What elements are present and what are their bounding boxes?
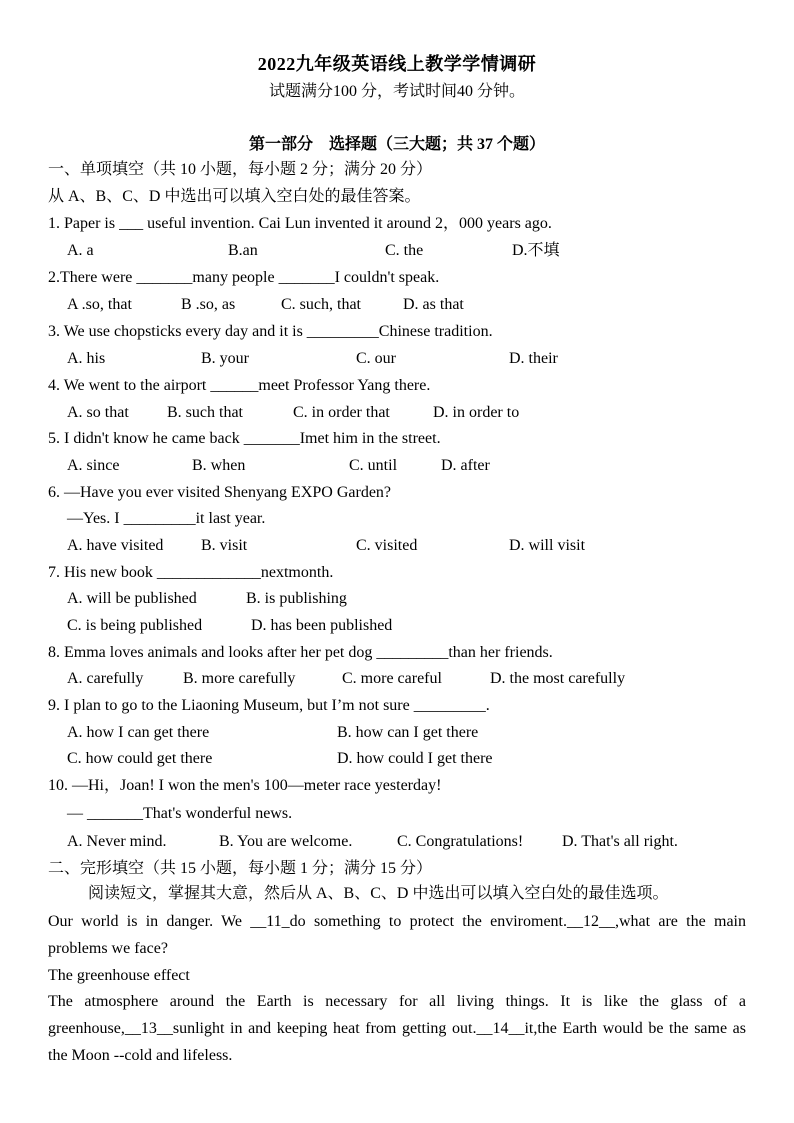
question-6-stem: 6. —Have you ever visited Shenyang EXPO Garden? xyxy=(48,484,392,501)
exam-title: 2022九年级英语线上教学学情调研 xyxy=(257,54,537,74)
question-6-option-c: C. visited xyxy=(356,537,418,554)
question-2-stem: 2.There were _______many people _______I couldn't speak. xyxy=(48,269,440,286)
question-5-option-d: D. after xyxy=(441,457,490,474)
passage-paragraph-2: The atmosphere around the Earth is necessary for all living things. It is like the glass of a greenhouse,__13__sunlight in and keeping heat from getting out.__14__it,the Earth would be the same as the Moon --cold and lifeless. xyxy=(48,993,746,1064)
question-7-option-a: A. will be published xyxy=(67,590,197,607)
question-3-stem: 3. We use chopsticks every day and it is _________Chinese tradition. xyxy=(48,323,493,340)
question-7-option-b: B. is publishing xyxy=(246,590,347,607)
question-10-option-d: D. That's all right. xyxy=(562,833,678,850)
question-8-option-c: C. more careful xyxy=(342,670,442,687)
passage-heading: The greenhouse effect xyxy=(48,967,190,984)
question-4-option-c: C. in order that xyxy=(293,404,390,421)
exam-subtitle: 试题满分100 分，考试时间40 分钟。 xyxy=(268,83,525,100)
question-2-option-a: A .so, that xyxy=(67,296,132,313)
question-3-option-a: A. his xyxy=(67,350,106,367)
question-3-option-d: D. their xyxy=(509,350,558,367)
section2-title: 二、完形填空（共 15 小题，每小题 1 分；满分 15 分） xyxy=(48,860,433,877)
question-4-stem: 4. We went to the airport ______meet Professor Yang there. xyxy=(48,377,431,394)
question-2-option-b: B .so, as xyxy=(181,296,236,313)
question-9-option-b: B. how can I get there xyxy=(337,724,479,741)
section1-title: 一、单项填空（共 10 小题，每小题 2 分；满分 20 分） xyxy=(48,161,433,178)
question-10-reply: — _______That's wonderful news. xyxy=(67,805,293,822)
question-2-option-c: C. such, that xyxy=(281,296,361,313)
question-6-option-b: B. visit xyxy=(201,537,248,554)
question-5-option-a: A. since xyxy=(67,457,120,474)
question-1-option-a: A. a xyxy=(67,242,94,259)
question-4-option-b: B. such that xyxy=(167,404,243,421)
question-7-option-c: C. is being published xyxy=(67,617,203,634)
question-8-stem: 8. Emma loves animals and looks after her pet dog _________than her friends. xyxy=(48,644,553,661)
question-10-option-a: A. Never mind. xyxy=(67,833,167,850)
question-3-option-b: B. your xyxy=(201,350,249,367)
question-2-option-d: D. as that xyxy=(403,296,464,313)
question-9-option-d: D. how could I get there xyxy=(337,750,493,767)
question-9-option-c: C. how could get there xyxy=(67,750,213,767)
question-1-option-b: B.an xyxy=(228,242,258,259)
question-7-stem: 7. His new book _____________nextmonth. xyxy=(48,564,334,581)
question-6-option-a: A. have visited xyxy=(67,537,164,554)
passage-paragraph-1: Our world is in danger. We __11_do something to protect the enviroment.__12__,what are the main problems we face? xyxy=(48,913,746,957)
question-3-option-c: C. our xyxy=(356,350,396,367)
question-1-option-d: D.不填 xyxy=(512,242,560,259)
question-5-stem: 5. I didn't know he came back _______Imet him in the street. xyxy=(48,430,441,447)
section1-instructions: 从 A、B、C、D 中选出可以填入空白处的最佳答案。 xyxy=(48,188,421,205)
question-1-option-c: C. the xyxy=(385,242,424,259)
question-5-option-b: B. when xyxy=(192,457,246,474)
question-6-reply: —Yes. I _________it last year. xyxy=(67,510,266,527)
question-1-stem: 1. Paper is ___ useful invention. Cai Lun invented it around 2，000 years ago. xyxy=(48,215,552,232)
question-4-option-a: A. so that xyxy=(67,404,129,421)
question-4-option-d: D. in order to xyxy=(433,404,520,421)
question-8-option-b: B. more carefully xyxy=(183,670,296,687)
section2-instructions: 阅读短文，掌握其大意，然后从 A、B、C、D 中选出可以填入空白处的最佳选项。 xyxy=(88,885,669,902)
question-10-option-b: B. You are welcome. xyxy=(219,833,353,850)
question-9-option-a: A. how I can get there xyxy=(67,724,210,741)
question-10-stem: 10. —Hi，Joan! I won the men's 100—meter race yesterday! xyxy=(48,777,442,794)
question-8-option-d: D. the most carefully xyxy=(490,670,626,687)
question-9-stem: 9. I plan to go to the Liaoning Museum, but I’m not sure _________. xyxy=(48,697,490,714)
question-8-option-a: A. carefully xyxy=(67,670,144,687)
question-7-option-d: D. has been published xyxy=(251,617,393,634)
question-6-option-d: D. will visit xyxy=(509,537,586,554)
part-heading: 第一部分 选择题（三大题；共 37 个题） xyxy=(248,136,545,153)
question-10-option-c: C. Congratulations! xyxy=(397,833,524,850)
question-5-option-c: C. until xyxy=(349,457,398,474)
